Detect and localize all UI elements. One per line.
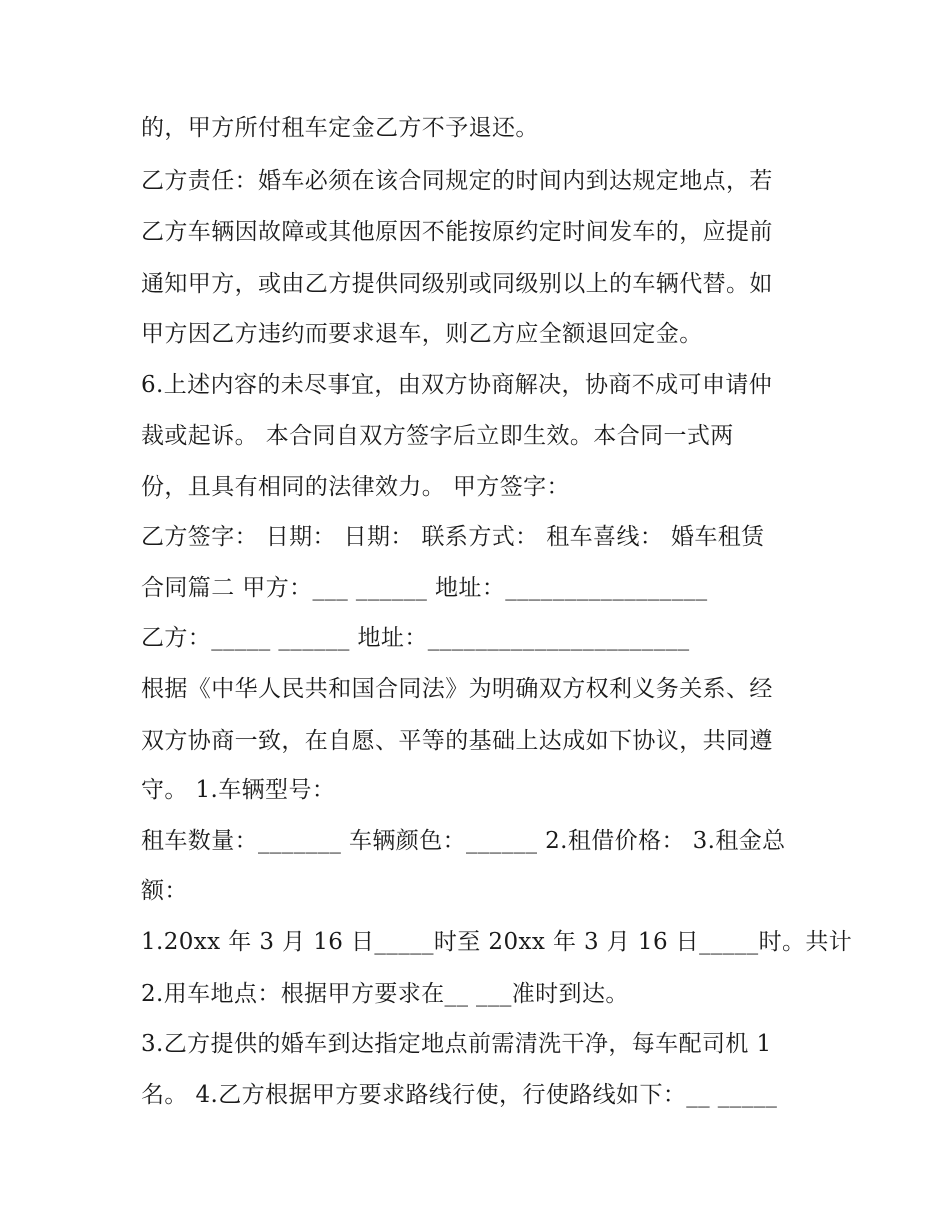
- text-line: 3.乙方提供的婚车到达指定地点前需清洗干净，每车配司机 1: [141, 1031, 772, 1057]
- text-line: 双方协商一致，在自愿、平等的基础上达成如下协议，共同遵: [141, 728, 773, 754]
- text-line: 的，甲方所付租车定金乙方不予退还。: [141, 115, 539, 141]
- text-line: 1.20xx 年 3 月 16 日_____时至 20xx 年 3 月 16 日_____时。共计: [141, 929, 853, 955]
- text-line: 6.上述内容的未尽事宜，由双方协商解决，协商不成可申请仲: [141, 372, 773, 398]
- text-line: 通知甲方，或由乙方提供同级别或同级别以上的车辆代替。如: [141, 271, 773, 297]
- text-line: 乙方车辆因故障或其他原因不能按原约定时间发车的，应提前: [141, 219, 773, 245]
- text-line: 乙方：_____ ______ 地址：______________________: [141, 625, 690, 651]
- text-line: 裁或起诉。 本合同自双方签字后立即生效。本合同一式两: [141, 423, 734, 449]
- text-line: 合同篇二 甲方：___ ______ 地址：_________________: [141, 575, 708, 601]
- text-line: 2.用车地点：根据甲方要求在__ ___准时到达。: [141, 981, 629, 1007]
- text-line: 乙方签字： 日期： 日期： 联系方式： 租车喜线： 婚车租赁: [141, 524, 765, 550]
- text-line: 根据《中华人民共和国合同法》为明确双方权利义务关系、经: [141, 676, 773, 702]
- text-line: 租车数量：_______ 车辆颜色：______ 2.租借价格： 3.租金总: [141, 828, 786, 854]
- text-line: 守。 1.车辆型号：: [141, 777, 336, 803]
- text-line: 额：: [141, 878, 188, 904]
- text-line: 名。 4.乙方根据甲方要求路线行使，行使路线如下：__ _____: [141, 1082, 778, 1108]
- text-line: 甲方因乙方违约而要求退车，则乙方应全额退回定金。: [141, 321, 703, 347]
- text-line: 乙方责任：婚车必须在该合同规定的时间内到达规定地点，若: [141, 168, 773, 194]
- text-line: 份，且具有相同的法律效力。 甲方签字：: [141, 474, 570, 500]
